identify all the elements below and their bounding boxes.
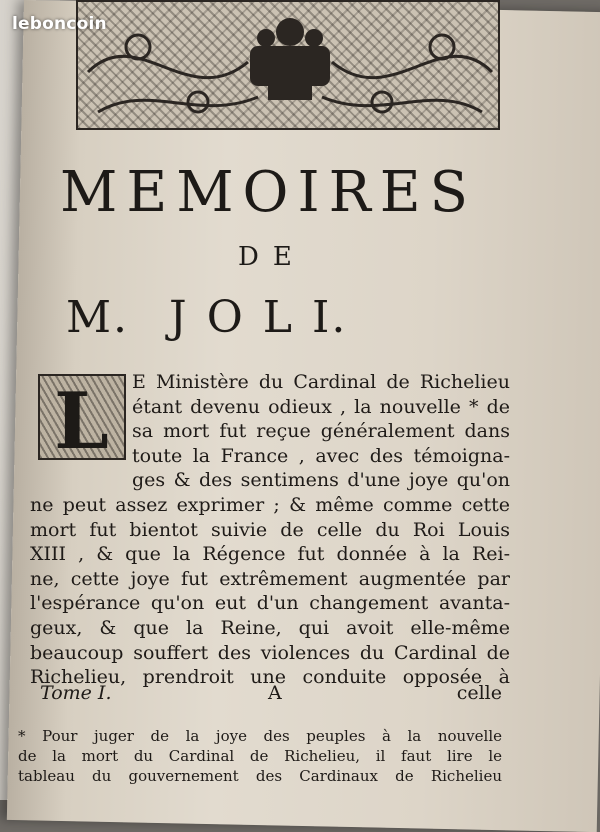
paragraph-line: l'espérance qu'on eut d'un changement avanta- xyxy=(30,592,510,615)
signature-mark: A xyxy=(268,682,282,704)
paragraph-line: sa mort fut reçue généralement dans xyxy=(132,420,510,443)
ornamental-headpiece xyxy=(76,0,500,130)
paragraph-line: geux, & que la Reine, qui avoit elle-même xyxy=(30,616,510,639)
author-letter: L xyxy=(262,292,294,343)
floral-ornament-icon xyxy=(78,2,502,132)
author-prefix: M. xyxy=(66,292,130,343)
tome-label: Tome I. xyxy=(40,682,112,704)
author-letter: J xyxy=(169,292,189,343)
title-connector: DE xyxy=(238,242,306,272)
paragraph-line: toute la France , avec des témoigna- xyxy=(132,444,510,467)
book-title-text: MEMOIRES xyxy=(60,160,477,225)
author-letter: O xyxy=(206,292,245,343)
footnote-line: de la mort du Cardinal de Richelieu, il faut lire le xyxy=(18,747,502,765)
paragraph-line: Richelieu, prendroit une conduite opposée à xyxy=(30,666,510,689)
catchword: celle xyxy=(456,682,502,704)
paragraph-line: XIII , & que la Régence fut donnée à la Rei- xyxy=(30,543,510,566)
drop-cap-letter: L xyxy=(54,376,109,467)
book-title xyxy=(60,160,500,225)
paragraph-line: ne peut assez exprimer ; & même comme cette xyxy=(30,493,510,516)
watermark-logo: leboncoin xyxy=(12,14,107,34)
author-name xyxy=(66,292,347,343)
main-paragraph xyxy=(30,370,510,690)
paragraph-line: mort fut bientot suivie de celle du Roi Louis xyxy=(30,518,510,541)
footnote xyxy=(18,726,502,786)
paragraph-line: beaucoup souffert des violences du Cardinal de xyxy=(30,641,510,664)
footnote-line: * Pour juger de la joye des peuples à la nouvelle xyxy=(18,727,502,745)
author-letter: I. xyxy=(311,292,348,343)
paragraph-line: ges & des sentimens d'une joye qu'on xyxy=(132,469,510,492)
footnote-line: tableau du gouvernement des Cardinaux de Richelieu xyxy=(18,767,502,785)
paragraph-line: E Ministère du Cardinal de Richelieu xyxy=(132,371,510,393)
paragraph-line: ne, cette joye fut extrêmement augmentée par xyxy=(30,567,510,590)
paragraph-line: étant devenu odieux , la nouvelle * de xyxy=(132,395,510,418)
